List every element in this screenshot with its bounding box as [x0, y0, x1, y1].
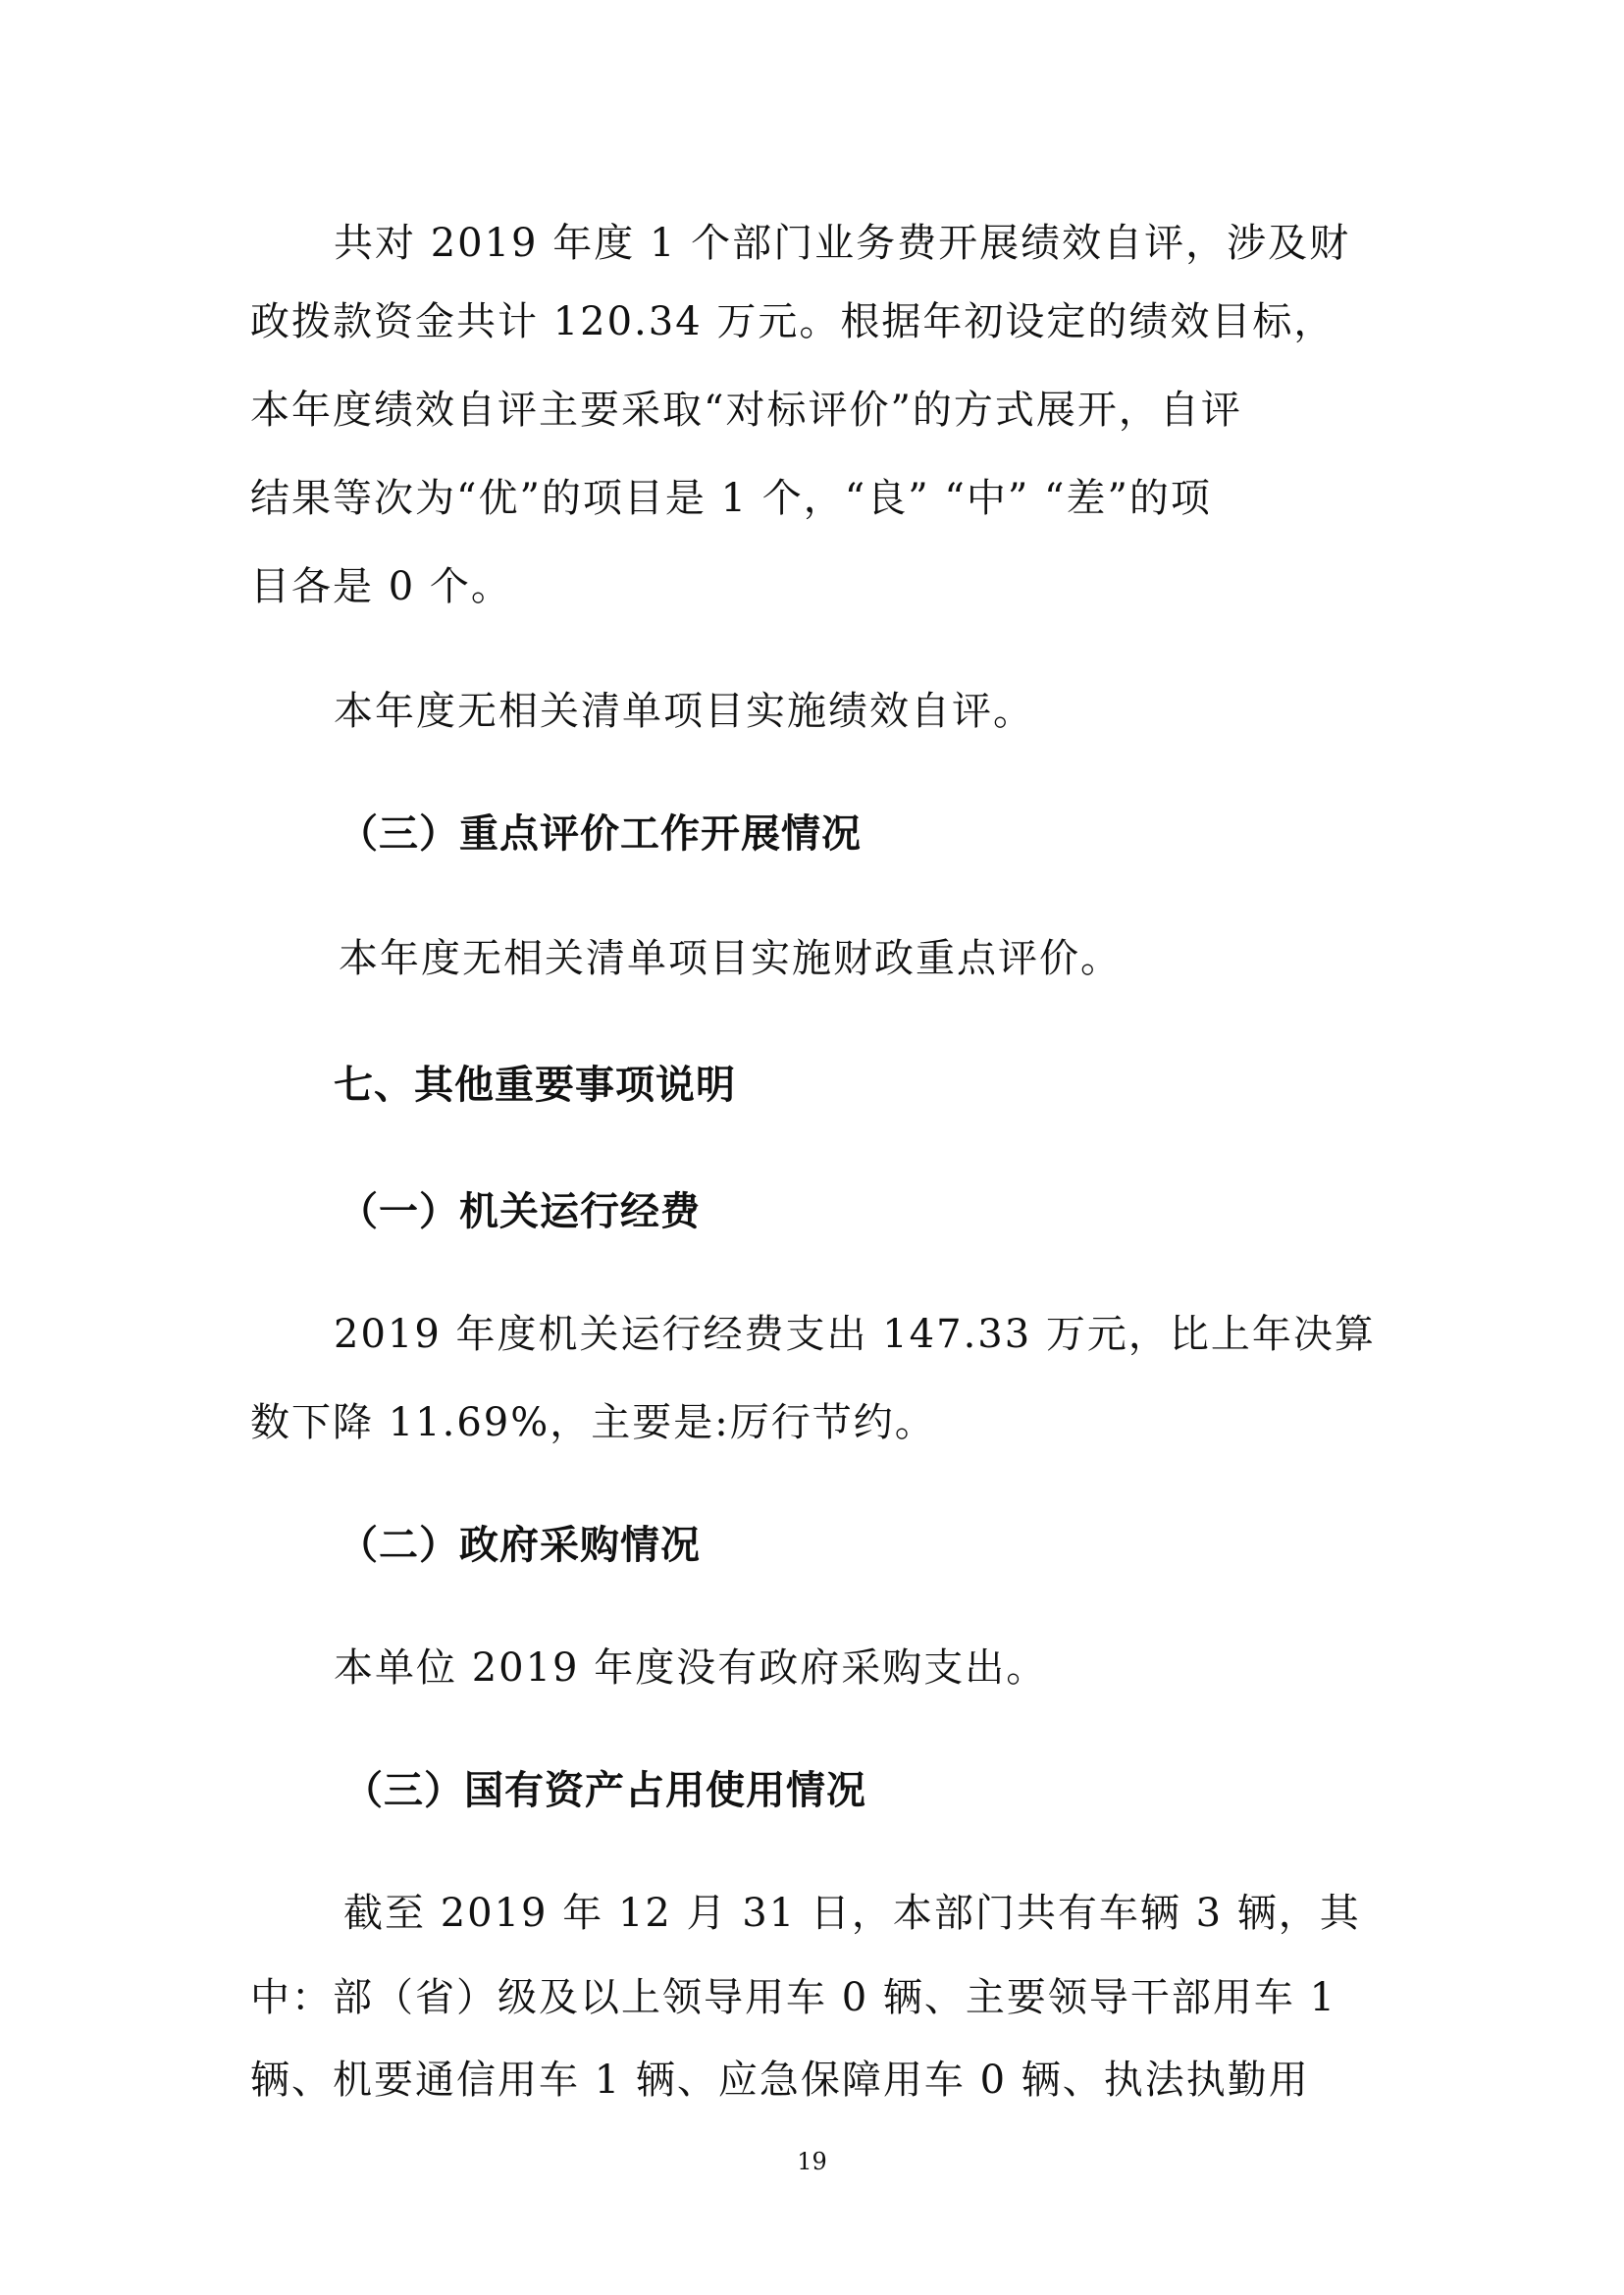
chapter-heading: 七、其他重要事项说明 — [334, 1063, 736, 1108]
section-heading: （三）重点评价工作开展情况 — [339, 811, 862, 857]
paragraph-line: 本单位 2019 年度没有政府采购支出。 — [334, 1645, 1048, 1691]
paragraph-line: 结果等次为“优”的项目是 1 个，“良” “中” “差”的项 — [250, 476, 1212, 521]
paragraph-line: 截至 2019 年 12 月 31 日，本部门共有车辆 3 辆，其 — [343, 1891, 1361, 1936]
paragraph-line: 数下降 11.69%，主要是:厉行节约。 — [250, 1400, 936, 1445]
paragraph-line: 2019 年度机关运行经费支出 147.33 万元，比上年决算 — [334, 1312, 1376, 1357]
paragraph-line: 政拨款资金共计 120.34 万元。根据年初设定的绩效目标， — [250, 299, 1336, 344]
section-heading: （二）政府采购情况 — [339, 1523, 701, 1568]
paragraph-line: 中：部（省）级及以上领导用车 0 辆、主要领导干部用车 1 — [250, 1975, 1337, 2020]
paragraph-line: 目各是 0 个。 — [250, 564, 512, 609]
section-heading: （一）机关运行经费 — [339, 1189, 701, 1234]
paragraph-line: 辆、机要通信用车 1 辆、应急保障用车 0 辆、执法执勤用 — [250, 2058, 1310, 2103]
paragraph-line: 共对 2019 年度 1 个部门业务费开展绩效自评，涉及财 — [334, 221, 1351, 266]
paragraph-line: 本年度无相关清单项目实施绩效自评。 — [334, 689, 1034, 734]
section-heading: （三）国有资产占用使用情况 — [343, 1768, 866, 1813]
paragraph-line: 本年度绩效自评主要采取“对标评价”的方式展开，自评 — [250, 388, 1242, 433]
paragraph-line: 本年度无相关清单项目实施财政重点评价。 — [339, 936, 1122, 981]
page-number: 19 — [797, 2148, 827, 2175]
